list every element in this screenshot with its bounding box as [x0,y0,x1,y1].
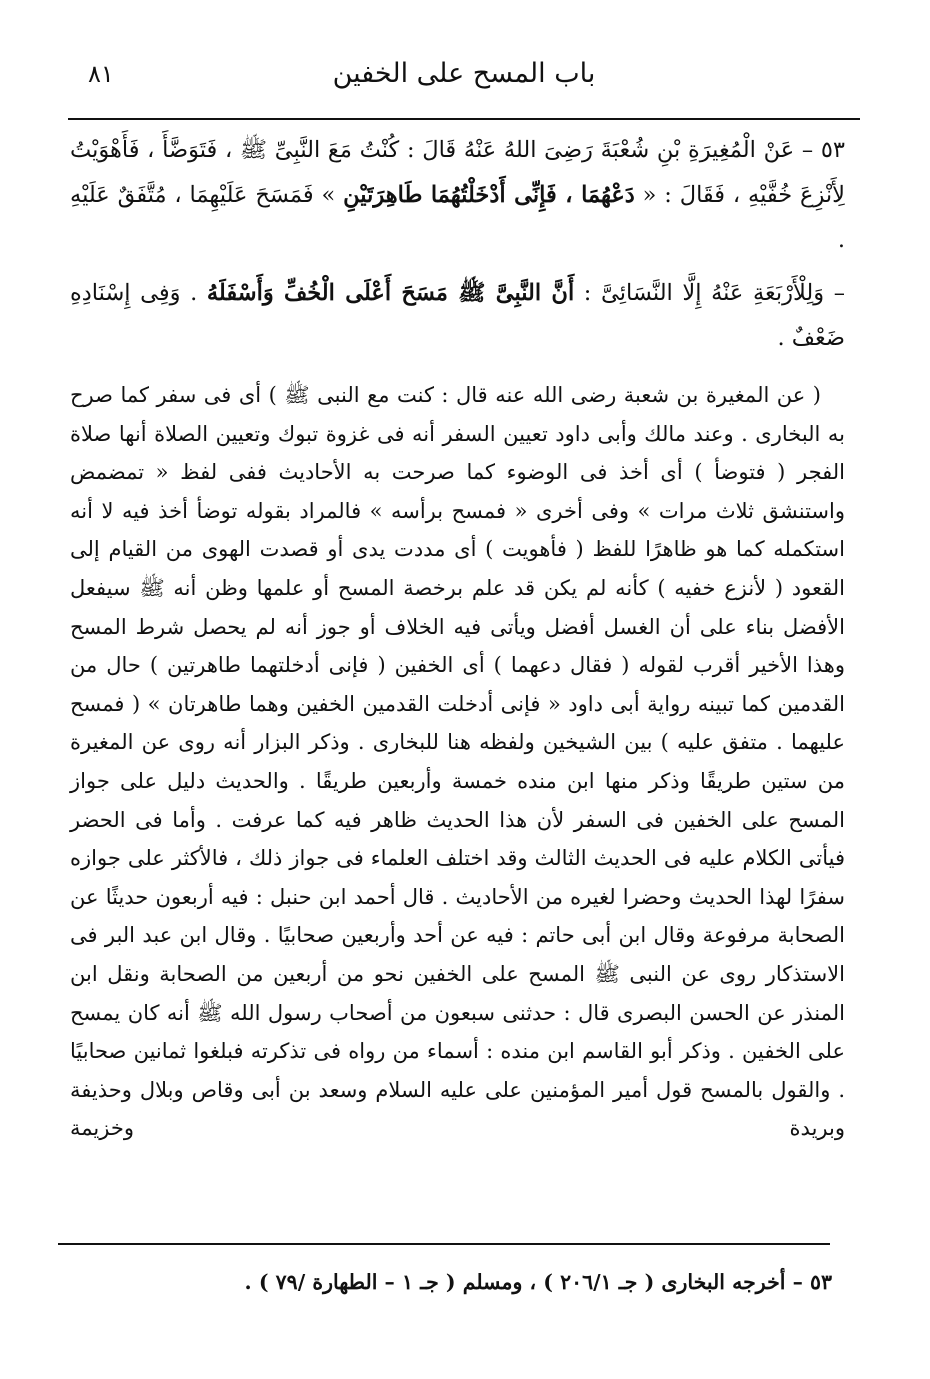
page-number: ٨١ [88,60,114,88]
hadith-additional-note: . وَفِى إِسْنَادِهِ ضَعْفٌ . [70,280,845,351]
footnote: ٥٣ – أخرجه البخارى ( جـ ٢٠٦/١ ) ، ومسلم ( جـ ١ – الطهارة /٧٩ ) . [244,1270,832,1294]
hadith-additional-intro: – وَلِلْأَرْبَعَةِ عَنْهُ إِلَّا النَّسَائِىَّ : [574,280,845,306]
hadith-additional-bold: أَنَّ النَّبِىَّ ﷺ مَسَحَ أَعْلَى الْخُفِّ وَأَسْفَلَهُ [206,280,575,306]
hadith-quote-bold: دَعْهُمَا ، فَإِنِّى أَدْخَلْتُهُمَا طَاهِرَتَيْنِ [343,182,635,208]
hadith-paragraph-additional [70,271,845,361]
hadith-narration: ٥٣ – عَنْ الْمُغِيرَةِ بْنِ شُعْبَةَ رَضِىَ اللهُ عَنْهُ قَالَ : كُنْتُ مَعَ النَّبِىِّ ﷺ ، فَتَوَضَّأَ ، فَأَهْوَيْتُ لِأَنْزِعَ خُفَّيْهِ ، فَقَالَ : « [70,137,845,208]
hadith-text [70,128,845,361]
running-title: باب المسح على الخفين [332,58,596,89]
page-header [68,54,860,104]
commentary-text [70,376,845,1148]
hadith-paragraph-main [70,128,845,263]
header-rule [68,118,860,120]
commentary-paragraph: ( عن المغيرة بن شعبة رضى الله عنه قال : كنت مع النبى ﷺ ) أى فى سفر كما صرح به البخارى . وعند مالك وأبى داود تعيين السفر أنه فى غزوة تبوك وتعيين الصلاة أنها صلاة الفجر ( فتوضأ ) أى أخذ فى الوضوء كما صرحت به الأحاديث ففى لفظ « تمضمض واستنشق ثلاث مرات » وفى أخرى « فمسح برأسه » فالمراد بقوله توضأ أخذ فيه لا أنه استكمله كما هو ظاهرًا للفظ ( فأهويت ) أى مددت يدى أو قصدت الهوى من القيام إلى القعود ( لأنزع خفيه ) كأنه لم يكن قد علم برخصة المسح أو علمها وظن أنه ﷺ سيفعل الأفضل بناء على أن الغسل أفضل ويأتى فيه الخلاف أو جوز أنه لم يحصل شرط المسح وهذا الأخير أقرب لقوله ( فقال دعهما ) أى الخفين ( فإنى أدخلتهما طاهرتين ) حال من القدمين كما تبينه رواية أبى داود « فإنى أدخلت القدمين الخفين وهما طاهرتان » ( فمسح عليهما . متفق عليه ) بين الشيخين ولفظه هنا للبخارى . وذكر البزار أنه روى عن المغيرة من ستين طريقًا وذكر منها ابن منده خمسة وأربعين طريقًا . والحديث دليل على جواز المسح على الخفين فى السفر لأن هذا الحديث ظاهر فيه كما عرفت . وأما فى الحضر فيأتى الكلام عليه فى الحديث الثالث وقد اختلف العلماء فى جواز ذلك ، فالأكثر على جوازه سفرًا لهذا الحديث وحضرا لغيره من الأحاديث . قال أحمد ابن حنبل : فيه أربعون حديثًا عن الصحابة مرفوعة وقال ابن أبى حاتم : فيه عن أحد وأربعين صحابيًا . وقال ابن عبد البر فى الاستذكار روى عن النبى ﷺ المسح على الخفين نحو من أربعين من الصحابة ونقل ابن المنذر عن الحسن البصرى قال : حدثنى سبعون من أصحاب رسول الله ﷺ أنه كان يمسح على الخفين . وذكر أبو القاسم ابن منده : أسماء من رواه فى تذكرته فبلغوا ثمانين صحابيًا . والقول بالمسح قول أمير المؤمنين على عليه السلام وسعد بن أبى وقاص وبلال وحذيفة وبريدة وخزيمة [70,383,845,1141]
footnote-rule [58,1243,830,1245]
hadith-conclusion: » فَمَسَحَ عَلَيْهِمَا ، مُتَّفَقٌ عَلَيْهِ . [70,182,845,253]
